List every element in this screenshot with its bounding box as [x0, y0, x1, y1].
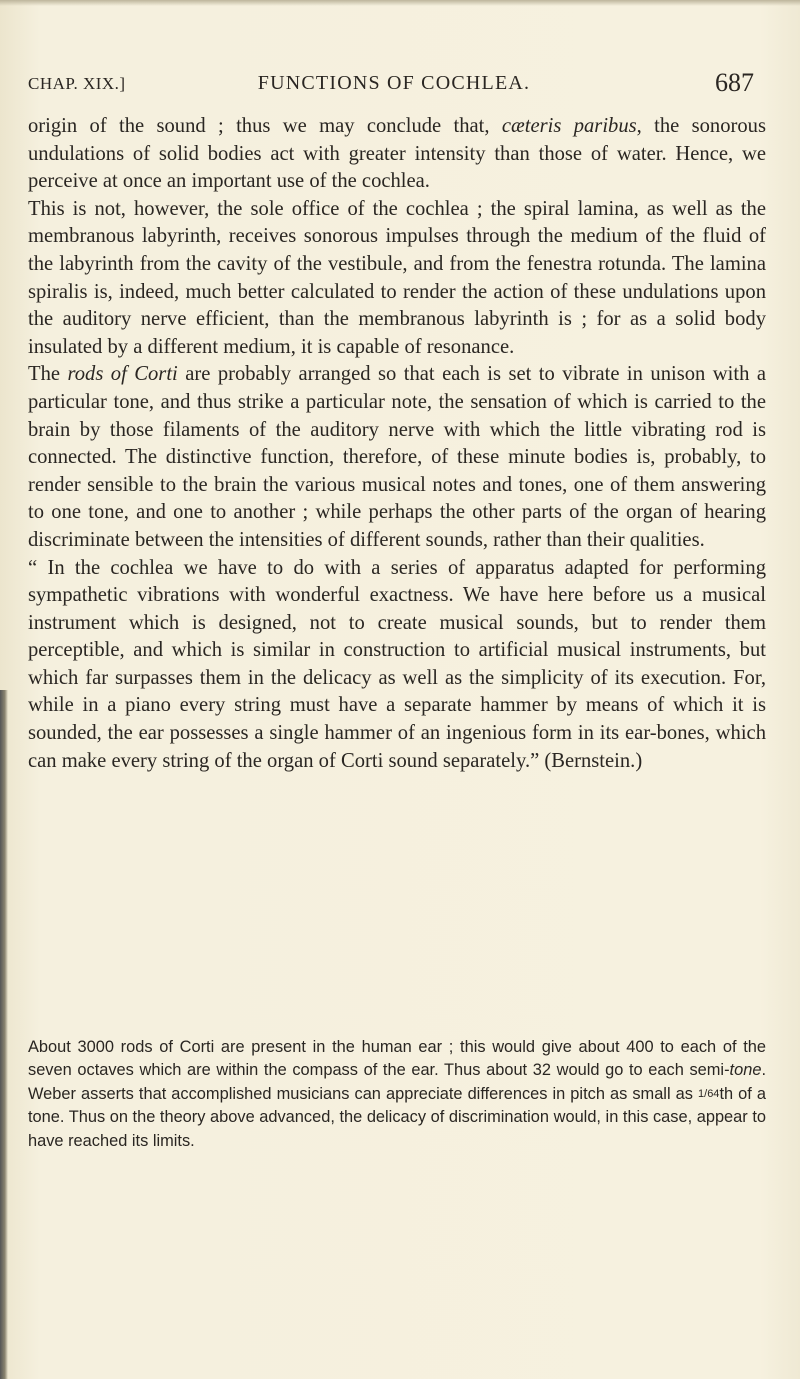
footnote	[28, 1036, 766, 1153]
body-text	[28, 113, 766, 775]
page-binding-edge	[0, 690, 8, 1379]
paragraph: origin of the sound ; thus we may conclude that, cæteris paribus, the sonorous undulations of solid bodies act with greater intensity than those of water. Hence, we perceive at once an important use of the cochlea.	[28, 115, 766, 193]
paragraph: The rods of Corti are probably arranged so that each is set to vibrate in unison with a particular tone, and thus strike a particular note, the sensation of which is carried to the brain by those filaments of the auditory nerve with which the little vibrating rod is connected. The distinctive function, therefore, of these minute bodies is, probably, to render sensible to the brain the various musical notes and tones, one of them answering to one tone, and one to another ; while perhaps the other parts of the organ of hearing discriminate between the intensities of different sounds, rather than their qualities.	[28, 363, 766, 551]
italic-text: tone	[729, 1061, 762, 1080]
paragraph: This is not, however, the sole office of the cochlea ; the spiral lamina, as well as the membranous labyrinth, receives sonorous impulses through the medium of the fluid of the labyrinth from the cavity of the vestibule, and from the fenestra rotunda. The lamina spiralis is, indeed, much better calculated to render the action of these undulations upon the auditory nerve efficient, than the membranous labyrinth is ; for as a solid body insulated by a different medium, it is capable of resonance.	[28, 197, 766, 358]
footnote-paragraph: About 3000 rods of Corti are present in the human ear ; this would give about 400 to each of the seven octaves which are within the compass of the ear. Thus about 32 would go to each semi-tone. Weber asserts that accomplished musicians can appreciate differences in pitch as small as 1/64th of a tone. Thus on the theory above advanced, the delicacy of discrimination would, in this case, appear to have reached its limits.	[28, 1038, 766, 1150]
page-number: 687	[715, 68, 754, 97]
running-header	[28, 64, 760, 100]
italic-text: cæteris paribus	[501, 115, 637, 137]
fraction: 1/64	[698, 1087, 720, 1100]
running-title: FUNCTIONS OF COCHLEA.	[257, 72, 531, 94]
chapter-label: CHAP. XIX.]	[28, 74, 126, 93]
page-top-shadow	[0, 0, 800, 6]
paragraph: “ In the cochlea we have to do with a series of apparatus adapted for performing sympathetic vibrations with wonderful exactness. We have here before us a musical instrument which is designed, not to create musical sounds, but to render them perceptible, and which is similar in construction to artificial musical instruments, but which far surpasses them in the delicacy as well as the simplicity of its execution. For, while in a piano every string must have a separate hammer by means of which it is sounded, the ear possesses a single hammer of an ingenious form in its ear-bones, which can make every string of the organ of Corti sound separately.” (Bernstein.)	[28, 556, 766, 772]
italic-text: rods of Corti	[67, 363, 178, 386]
